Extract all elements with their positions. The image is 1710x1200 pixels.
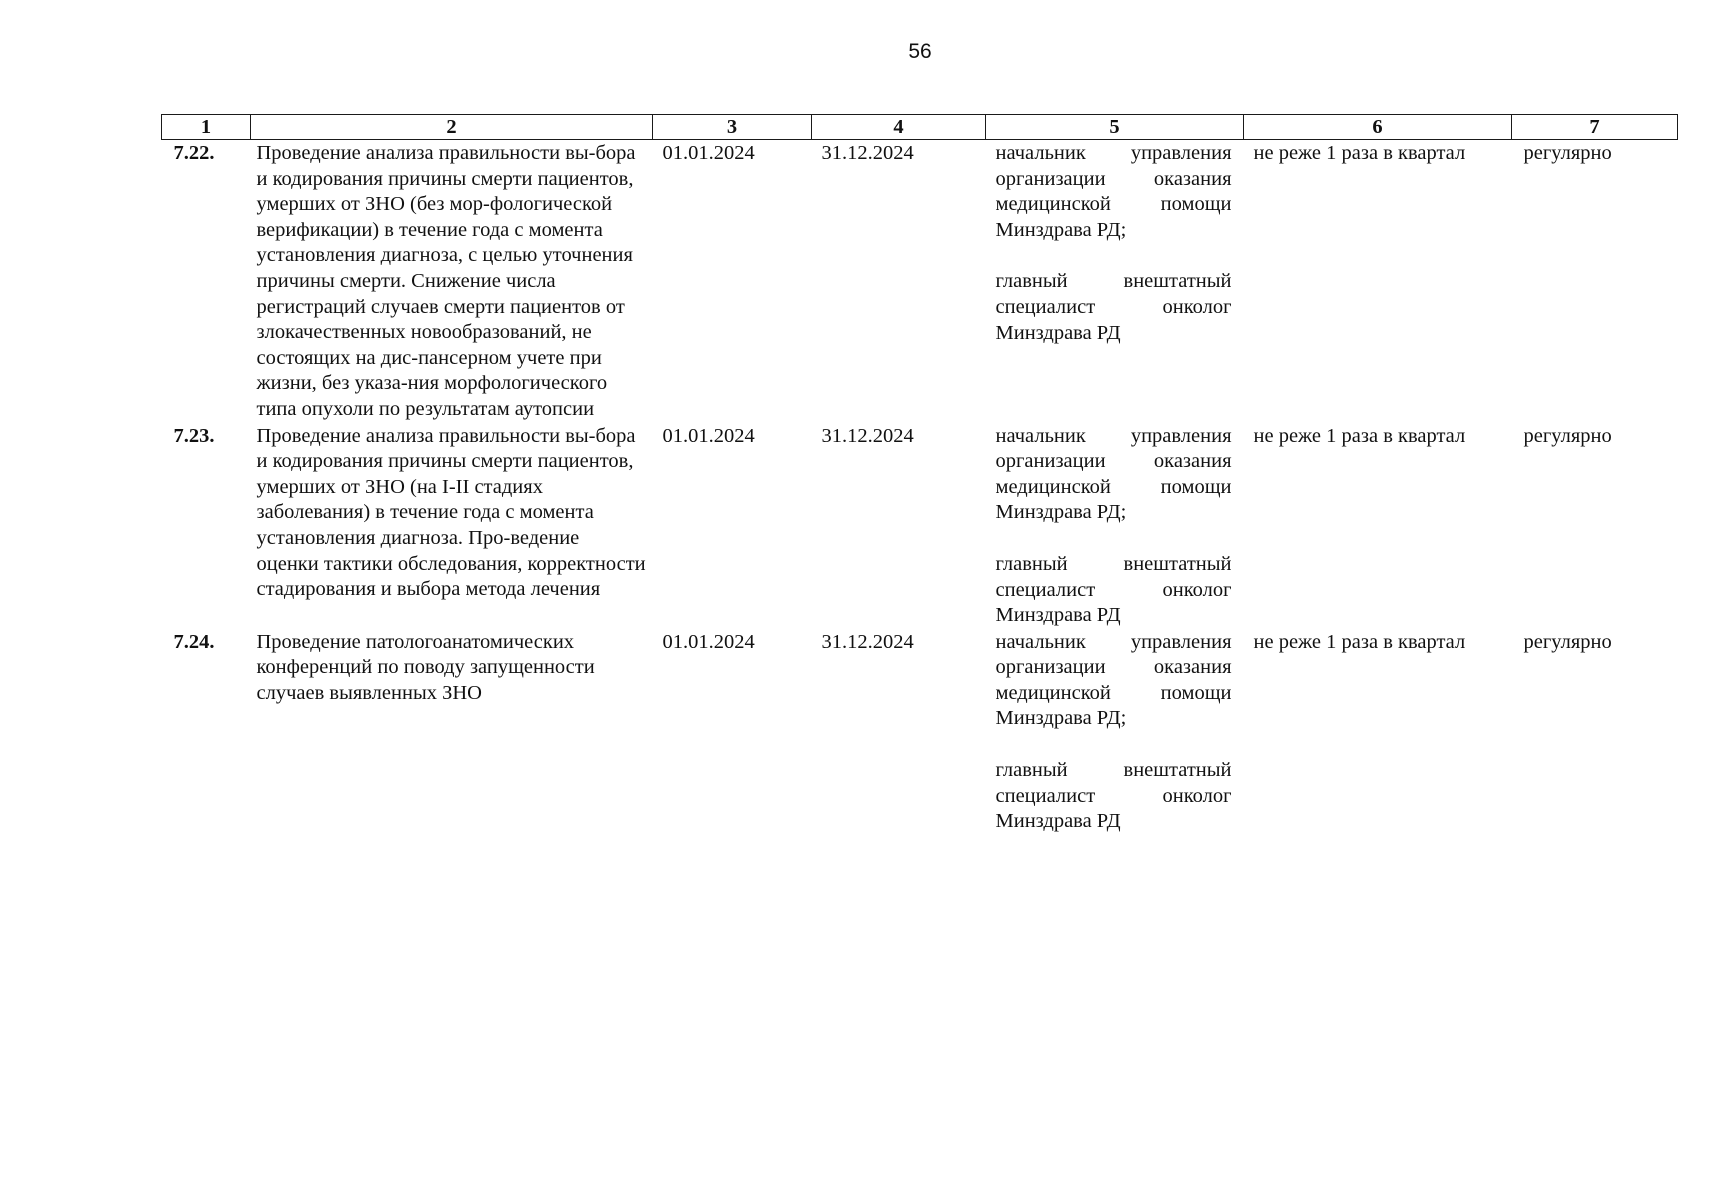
responsible-line: Минздрава РД <box>995 810 1121 833</box>
responsible-line: главный внештатный <box>995 552 1232 575</box>
column-header-6: 6 <box>1244 115 1512 140</box>
header-row <box>162 115 1678 140</box>
responsible-line: Минздрава РД; <box>995 707 1127 730</box>
column-header-4: 4 <box>812 115 986 140</box>
responsible-line: организации оказания <box>995 167 1232 190</box>
row-number: 7.22. <box>173 142 215 164</box>
column-header-1: 1 <box>162 115 251 140</box>
plan-table <box>161 114 1678 835</box>
row-end-date: 31.12.2024 <box>821 424 914 447</box>
responsible-line: главный внештатный <box>995 759 1232 782</box>
row-responsible <box>986 140 1244 423</box>
row-responsible <box>986 423 1244 629</box>
responsible-line: организации оказания <box>995 450 1232 473</box>
responsible-line: специалист онколог <box>995 784 1232 807</box>
row-period: не реже 1 раза в квартал <box>1253 142 1466 164</box>
row-period: не реже 1 раза в квартал <box>1253 424 1466 447</box>
row-status: регулярно <box>1523 424 1612 447</box>
responsible-line: начальник управления <box>995 630 1232 653</box>
responsible-line: Минздрава РД <box>995 604 1121 627</box>
row-status: регулярно <box>1523 142 1612 164</box>
row-number: 7.23. <box>173 424 215 447</box>
responsible-line: медицинской помощи <box>995 475 1232 498</box>
responsible-line: организации оказания <box>995 656 1232 679</box>
table-row <box>162 629 1678 835</box>
responsible-line: начальник управления <box>995 142 1232 164</box>
row-start-date: 01.01.2024 <box>662 424 755 447</box>
column-header-2: 2 <box>251 115 653 140</box>
responsible-gap <box>996 526 1232 552</box>
table-row <box>162 140 1678 423</box>
responsible-line: главный внештатный <box>995 270 1232 293</box>
responsible-gap <box>996 732 1232 758</box>
responsible-line: медицинской помощи <box>995 681 1232 704</box>
column-header-7: 7 <box>1512 115 1678 140</box>
table-row <box>162 423 1678 629</box>
row-start-date: 01.01.2024 <box>662 142 755 164</box>
row-responsible <box>986 629 1244 835</box>
responsible-gap <box>996 243 1232 269</box>
plan-table-container <box>161 114 1677 835</box>
column-header-3: 3 <box>653 115 812 140</box>
row-end-date: 31.12.2024 <box>821 142 914 164</box>
column-header-5: 5 <box>986 115 1244 140</box>
responsible-line: начальник управления <box>995 424 1232 447</box>
row-period: не реже 1 раза в квартал <box>1253 630 1466 653</box>
row-description: Проведение патологоанатомических конференций по поводу запущенности случаев выявленных ЗНО <box>256 630 595 704</box>
row-start-date: 01.01.2024 <box>662 630 755 653</box>
responsible-line: Минздрава РД; <box>995 218 1127 241</box>
responsible-line: Минздрава РД <box>995 321 1121 344</box>
responsible-line: Минздрава РД; <box>995 501 1127 524</box>
row-description: Проведение анализа правильности вы-бора и кодирования причины смерти пациентов, умерших от ЗНО (без мор-фологической верификации) в течение года с момента установления диагноза, с целью уточнения причины смерти. Снижение числа регистраций случаев смерти пациентов от злокачественных новообразований, не состоящих на дис-пансерном учете при жизни, без указа-ния морфологического типа опухоли по результатам аутопсии <box>256 142 636 420</box>
row-description: Проведение анализа правильности вы-бора и кодирования причины смерти пациентов, умерших от ЗНО (на I-II стадиях заболевания) в течение года с момента установления диагноза. Про-ведение оценки тактики обследования, корректности стадирования и выбора метода лечения <box>256 424 646 601</box>
responsible-line: медицинской помощи <box>995 193 1232 216</box>
row-status: регулярно <box>1523 630 1612 653</box>
row-end-date: 31.12.2024 <box>821 630 914 653</box>
page-number: 56 <box>908 40 932 63</box>
responsible-line: специалист онколог <box>995 578 1232 601</box>
row-number: 7.24. <box>173 630 215 653</box>
responsible-line: специалист онколог <box>995 295 1232 318</box>
